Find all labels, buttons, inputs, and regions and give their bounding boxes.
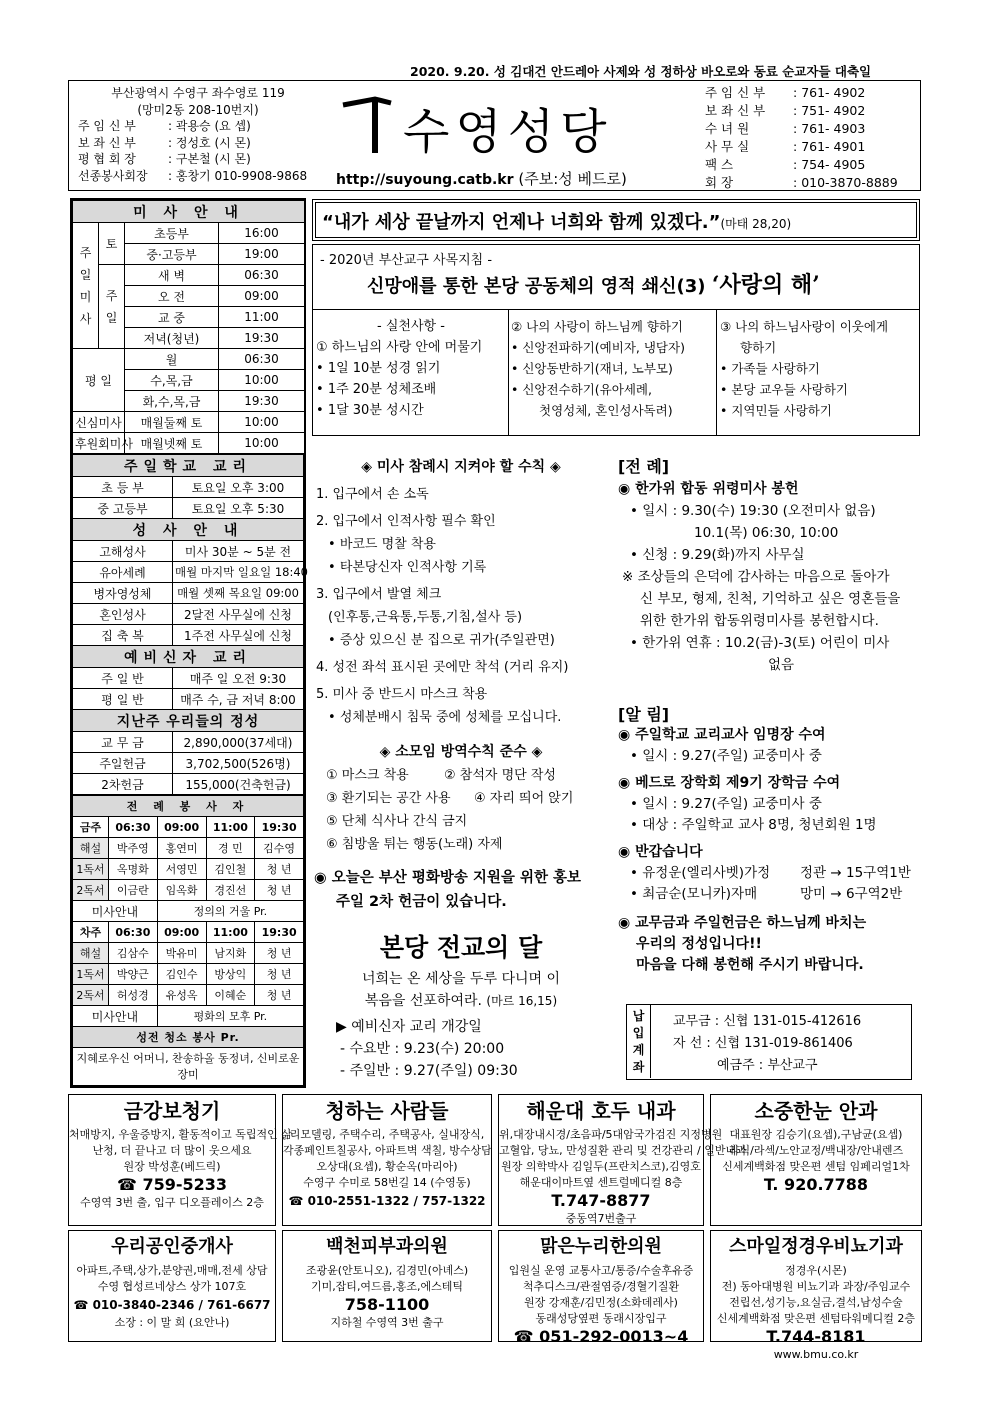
address-line1: 부산광역시 수영구 좌수영로 119	[111, 86, 285, 100]
staff-row: 평 협 회 장 : 구본철 (시 몬)	[78, 152, 251, 166]
ad-line: 기미,잡티,여드름,홍조,에스테틱	[310, 1280, 464, 1293]
contact-row: 보 좌 신 부 : 751- 4902	[705, 103, 866, 118]
liturgy-section: [전 례] ◉ 한가위 합동 위령미사 봉헌 • 일시 : 9.30(수) 19:30 (오전미사 없음) 10.1(목) 06:30, 10:00 • 신청 : 9.29(화)까지 사무실 ※ 조상들의 은덕에 감사하는 마음으로 돌아가 신 부모, 형제, 친척, 기억하고 싶은 영혼들을 위한 한가위 합동위령미사를 봉헌합시다. • 한가위 연휴 : 10.2(금)-3(토) 어린이 미사 없음	[618, 457, 901, 673]
ad-title: 스마일정경우비뇨기과	[729, 1236, 903, 1257]
ad-line: 전립선,성기능,요실금,결석,남성수술	[729, 1296, 903, 1309]
left-column	[70, 198, 306, 1088]
website-url[interactable]: http://suyoung.catb.kr (주보:성 베드로)	[336, 170, 627, 188]
ad-line: 전) 동아대병원 비뇨기과 과장/주임교수	[721, 1280, 911, 1293]
ad-title: 해운대 호두 내과	[526, 1099, 676, 1123]
contacts	[705, 84, 915, 192]
ad-line: 정경우(시몬)	[785, 1264, 847, 1277]
ad-line: 각종페인트칠공사, 아파트벽 색칠, 방수상담	[283, 1144, 492, 1157]
ad-addr: 중동역7번출구	[565, 1212, 637, 1225]
ad-line: 아파트,주택,상가,분양권,매매,전세 상담	[76, 1264, 268, 1277]
ad-box	[68, 1094, 292, 1226]
staff-row: 선종봉사회장 : 홍창기 010-9908-9868	[78, 168, 308, 183]
staff-row: 주 임 신 부 : 곽용승 (요 셉)	[78, 119, 251, 133]
ad-box	[282, 1094, 492, 1226]
patron: (주보:성 베드로)	[518, 170, 627, 188]
ad-box	[282, 1230, 492, 1342]
ad-line: 원장 박성훈(베드릭)	[123, 1160, 221, 1173]
guideline-col3: ③ 나의 하느님사랑이 이웃에게 향하기 • 가족들 사랑하기 • 본당 교우들 사랑하기 • 지역민들 사랑하기	[720, 319, 889, 418]
staff-row: 보 좌 신 부 : 정성호 (시 몬)	[78, 135, 251, 150]
ad-line: 입원실 운영 교통사고/통증/수술후유증	[508, 1264, 694, 1277]
ad-title: 청하는 사람들	[325, 1099, 449, 1123]
rule-item: 5. 미사 중 반드시 마스크 착용 • 성체분배시 침묵 중에 성체를 모십니다.	[316, 687, 562, 725]
ad-line: 위,대장내시경/초음파/5대암국가검진 지정병원	[499, 1128, 723, 1141]
ad-line: 라식/라섹/노안교정/백내장/안내렌즈	[728, 1144, 904, 1157]
ad-phone: ☎ 010-2551-1322 / 757-1322	[288, 1194, 486, 1208]
ad-phone: 758-1100	[344, 1295, 430, 1314]
ad-line: 해운대이마트옆 센트럴메디컬 8층	[519, 1176, 683, 1189]
date-line: 2020. 9.20. 성 김대건 안드레아 사제와 성 정하상 바오로와 동료 순교자들 대축일	[410, 64, 872, 79]
quote-text: “내가 세상 끝날까지 언제나 너희와 함께 있겠다.”(마태 28,20)	[322, 212, 792, 233]
ad-line: 척추디스크/관절염증/경혈기질환	[522, 1280, 680, 1293]
servers-table: 전 례 봉 사 자 금주 06:30 09:00 11:00 19:30 해설 박주영 홍연미 경 민 김수영 1독서 옥명화 서영민 김인철 청 년 2독서 이금란 임옥화 경진선 청 년 미사안내 정의의 거울 Pr. 차주 06:30 09:00 11:00 19:30 해설 김삼수 박유미 남지화 청 년 1독서 박양근 김인수 방상익 청 년 2독서 허성경 유성옥 이혜순 청 년 미사안내 평화의 모후 Pr. 성전 청소 봉사 Pr. 지혜로우신 어머니, 찬송하올 동정녀, 신비로운 장미	[72, 795, 304, 1086]
contact-row: 사 무 실 : 761- 4901	[705, 139, 866, 154]
guideline-col2: ② 나의 사랑이 하느님께 향하기 • 신앙전파하기(예비자, 냉담자) • 신앙동반하기(재녀, 노부모) • 신앙전수하기(유아세례, 첫영성체, 혼인성사독려)	[511, 319, 685, 418]
rule-item: 1. 입구에서 손 소독	[316, 487, 429, 502]
account-box: 납 입 계 좌 교무금 : 신협 131-015-412616 자 선 : 신협 131-019-861406 예금주 : 부산교구	[626, 1004, 912, 1080]
logo	[335, 85, 685, 160]
rules-section: ◈ 미사 참례시 지켜야 할 수칙 ◈ 1. 입구에서 손 소독 2. 입구에서 인적사항 필수 확인 • 바코드 명찰 착용 • 타본당신자 인적사항 기록 3. 입구에서 발열 체크 (인후통,근육통,두통,기침,설사 등) • 증상 있으신 분 집으로 귀가(주일관면) 4. 성전 좌석 표시된 곳에만 착석 (거리 유지) 5. 미사 중 반드시 마스크 착용 • 성체분배시 침묵 중에 성체를 모십니다. ◈ 소모임 방역수칙 준수 ◈ ① 마스크 착용 ② 참석자 명단 작성 ③ 환기되는 공간 사용 ④ 자리 띄어 앉기 ⑤ 단체 식사나 간식 금지 ⑥ 침방울 튀는 행동(노래) 자제	[316, 456, 606, 856]
ad-phone: ☎ 010-3840-2346 / 761-6677	[73, 1298, 271, 1312]
guideline-sub: - 2020년 부산교구 사목지침 -	[320, 253, 493, 268]
ad-line: 신세계백화점 맞은편 센텀 임페리얼1차	[722, 1160, 910, 1173]
ad-line: 수영 협성르네상스 상가 107호	[97, 1280, 247, 1293]
staff-list	[78, 118, 318, 184]
school-table: 주일학교 교리 초 등 부 토요일 오후 3:00 중 고등부 토요일 오후 5:30 성 사 안 내 고해성사 미사 30분 ~ 5분 전 유아세례 매월 마지막 일요일 18:40 병자영성체 매월 셋째 목요일 09:00 혼인성사 2달전 사무실에 신청 집 축 복 1주전 사무실에 신청 예비신자 교리 주 일 반 매주 일 오전 9:30 평 일 반 매주 수, 금 저녁 8:00 지난주 우리들의 정성 교 무 금 2,890,000(37세대) 주일헌금 3,702,500(526명) 2차헌금 155,000(건축헌금)	[72, 454, 304, 795]
ad-phone: T. 920.7788	[763, 1175, 869, 1194]
rule-item: 3. 입구에서 발열 체크 (인후통,근육통,두통,기침,설사 등) • 증상 있으신 분 집으로 귀가(주일관면)	[316, 587, 555, 648]
ad-box	[498, 1094, 747, 1226]
ad-box	[498, 1230, 704, 1346]
ad-box	[710, 1094, 922, 1226]
contact-row: 회 장 : 010-3870-8889	[705, 175, 898, 190]
ad-line: 대표원장 김승기(요셉),구남균(요셉)	[729, 1128, 903, 1141]
contact-row: 수 녀 원 : 761- 4903	[705, 121, 866, 136]
sat-label: 토	[99, 223, 125, 265]
contact-row: 주 임 신 부 : 761- 4902	[705, 85, 866, 100]
ad-title: 우리공인중개사	[111, 1236, 233, 1257]
ad-addr: 소장 : 이 말 희 (요안나)	[114, 1316, 230, 1329]
contact-row: 팩 스 : 754- 4905	[705, 157, 866, 172]
peace-notice: ◉ 오늘은 부산 평화방송 지원을 위한 홍보 주일 2차 헌금이 있습니다.	[314, 870, 582, 910]
ad-title: 금강보청기	[123, 1099, 221, 1123]
ad-line: 동래성당옆편 동래시장입구	[535, 1312, 667, 1325]
weekday-label: 평 일	[73, 349, 125, 412]
sunday-label: 주 일 미 사	[73, 223, 99, 349]
ad-title: 백천피부과의원	[326, 1236, 448, 1257]
ad-line: 조광윤(안토니오), 김경민(아녜스)	[305, 1264, 469, 1277]
ad-title: 맑은누리한의원	[540, 1236, 662, 1257]
ad-addr: 지하철 수영역 3번 출구	[330, 1316, 444, 1329]
notice-section: [알 림] ◉ 주일학교 교리교사 임명장 수여 • 일시 : 9.27(주일) 교중미사 중 ◉ 베드로 장학회 제9기 장학금 수여 • 일시 : 9.27(주일) 교중미사 중 • 대상 : 주일학교 교사 8명, 청년회원 1명 ◉ 반갑습니다 • 유정운(엘리사벳)가정 정관 → 15구역1반 • 최금순(모니카)자매 망미 → 6구역2반 ◉ 교무금과 주일헌금은 하느님께 바치는 우리의 정성입니다!! 마음을 다해 봉헌해 주시기 바랍니다.	[618, 705, 911, 973]
ad-addr: www.bmu.co.kr	[773, 1348, 859, 1361]
mission-section: 본당 전교의 달 너희는 온 세상을 두루 다니며 이 복음을 선포하여라. (마르 16,15) ▶ 예비신자 교리 개강일 - 수요반 : 9.23(수) 20:00 - 주일반 : 9.27(주일) 09:30	[336, 933, 561, 1079]
ad-line: 신세계백화점 맞은편 센텀타워메디컬 2층	[716, 1312, 916, 1325]
ad-phone: T.747-8877	[551, 1191, 651, 1210]
guideline-col1: - 실천사항 - ① 하느님의 사랑 안에 머물기 • 1일 10분 성경 읽기 • 1주 20분 성체조배 • 1달 30분 성시간	[316, 319, 483, 418]
ad-line: 난청, 더 끝나고 더 많이 웃으세요	[92, 1144, 252, 1157]
rule-item: 4. 성전 좌석 표시된 곳에만 착석 (거리 유지)	[316, 660, 569, 675]
cross-logo-icon	[335, 85, 395, 160]
rule-item: 2. 입구에서 인적사항 필수 확인 • 바코드 명찰 착용 • 타본당신자 인적사항 기록	[316, 514, 496, 575]
sun-label: 주 일	[99, 265, 125, 349]
ad-box	[68, 1230, 276, 1342]
guideline-title: 신망애를 통한 본당 공동체의 영적 쇄신(3) ‘사랑의 해’	[367, 272, 820, 298]
ad-box	[710, 1230, 922, 1361]
ad-line: 원장 의학박사 김일두(프란치스코),김영호	[501, 1160, 701, 1173]
ad-line: 원장 강재훈/김민정(소화데레사)	[524, 1296, 678, 1309]
mass-title: 미 사 안 내	[73, 201, 305, 223]
ad-line: 처매방지, 우울증방지, 활동적이고 독립적인 삶	[69, 1128, 292, 1141]
logo-text: 수영성당	[403, 104, 613, 160]
ad-phone: ☎ 759-5233	[116, 1175, 228, 1194]
ad-line: 수영구 수미로 58번길 14 (수영동)	[303, 1176, 471, 1189]
address	[78, 85, 318, 184]
ad-title: 소중한눈 안과	[754, 1099, 878, 1123]
mass-table: 미 사 안 내 주 일 미 사 토 초등부 16:00 중·고등부 19:00 주 일 새 벽 06:30 오 전 09:00 교 중 11:00 저녁(청년) 19:30 평 일 월 06:30 수,목,금 10:00 화,수,목,금 19:30 신심미사 매월둘째 토 10:00 후원회미사 매월넷째 토 10:00	[72, 200, 305, 454]
ad-addr: 수영역 3번 출, 입구 디오플레이스 2층	[80, 1196, 264, 1209]
address-line2: (망미2동 208-10번지)	[137, 102, 259, 117]
ad-line: 오상대(요셉), 황순옥(마리아)	[316, 1160, 458, 1173]
ad-line: 리모델링, 주택수리, 주택공사, 실내장식,	[289, 1128, 485, 1141]
ad-phone: T.744-8181	[766, 1327, 866, 1346]
ad-line: 고혈압, 당뇨, 만성질환 관리 및 건강관리 / 일반내과	[499, 1144, 747, 1157]
ad-phone: ☎ 051-292-0013~4	[513, 1327, 689, 1346]
